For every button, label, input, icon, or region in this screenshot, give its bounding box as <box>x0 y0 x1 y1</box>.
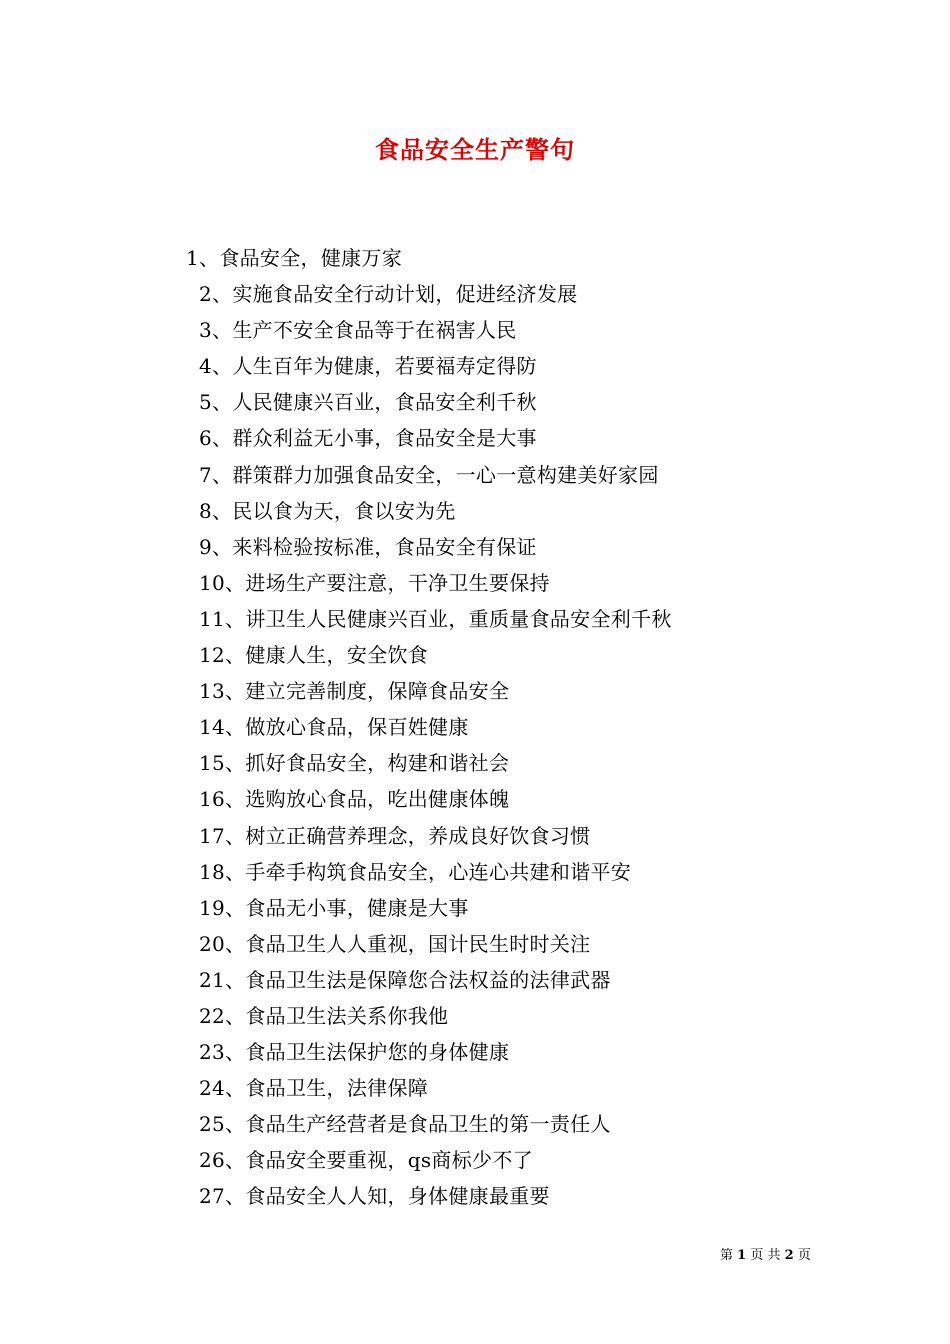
page-number-footer <box>720 1246 840 1266</box>
list-item: 11、讲卫生人民健康兴百业，重质量食品安全利千秋 <box>199 606 672 631</box>
list-item: 22、食品卫生法关系你我他 <box>199 1003 449 1028</box>
footer-suffix: 页 <box>797 1248 811 1263</box>
list-item: 16、选购放心食品，吃出健康体魄 <box>199 787 510 812</box>
list-item: 24、食品卫生，法律保障 <box>199 1076 429 1101</box>
list-item: 12、健康人生，安全饮食 <box>199 643 429 668</box>
document-title: 食品安全生产警句 <box>375 135 575 164</box>
list-item: 13、建立完善制度，保障食品安全 <box>199 679 510 704</box>
list-item: 10、进场生产要注意，干净卫生要保持 <box>199 570 550 595</box>
list-item: 17、树立正确营养理念，养成良好饮食习惯 <box>199 823 591 848</box>
list-item: 18、手牵手构筑食品安全，心连心共建和谐平安 <box>199 859 632 884</box>
list-item: 5、人民健康兴百业，食品安全利千秋 <box>199 390 537 415</box>
list-item: 15、抓好食品安全，构建和谐社会 <box>199 751 510 776</box>
list-item: 26、食品安全要重视，qs商标少不了 <box>199 1148 533 1173</box>
list-item: 20、食品卫生人人重视，国计民生时时关注 <box>199 931 591 956</box>
list-item: 1、食品安全，健康万家 <box>186 246 403 270</box>
footer-prefix: 第 <box>720 1248 734 1263</box>
list-item: 3、生产不安全食品等于在祸害人民 <box>199 318 517 343</box>
list-item: 21、食品卫生法是保障您合法权益的法律武器 <box>199 967 611 992</box>
list-item: 23、食品卫生法保护您的身体健康 <box>199 1040 510 1065</box>
list-item: 19、食品无小事，健康是大事 <box>199 895 469 920</box>
list-item: 4、人生百年为健康，若要福寿定得防 <box>199 354 537 379</box>
list-item: 2、实施食品安全行动计划，促进经济发展 <box>199 282 578 307</box>
list-item: 14、做放心食品，保百姓健康 <box>199 715 469 740</box>
footer-middle: 页 共 <box>750 1248 781 1263</box>
list-item: 7、群策群力加强食品安全，一心一意构建美好家园 <box>199 462 659 487</box>
list-item: 6、群众利益无小事，食品安全是大事 <box>199 426 537 451</box>
list-item: 9、来料检验按标准，食品安全有保证 <box>199 534 537 559</box>
footer-current-page: 1 <box>737 1248 747 1263</box>
slogan-list <box>186 240 826 1215</box>
footer-total-pages: 2 <box>784 1248 794 1263</box>
list-item: 8、民以食为天，食以安为先 <box>199 498 456 523</box>
list-item: 27、食品安全人人知，身体健康最重要 <box>199 1184 550 1209</box>
list-item: 25、食品生产经营者是食品卫生的第一责任人 <box>199 1112 611 1137</box>
